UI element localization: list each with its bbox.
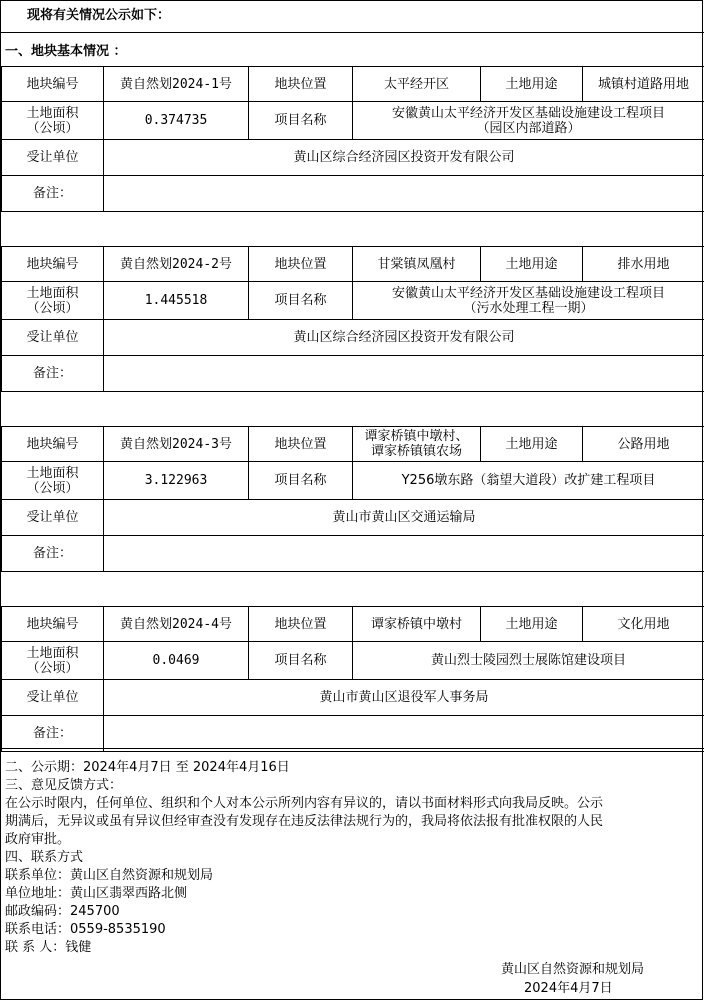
remarks-value <box>104 176 704 212</box>
feedback-line-1: 在公示时限内，任何单位、组织和个人对本公示所列内容有异议的，请以书面材料形式向我局反映。公示 <box>5 796 604 811</box>
contact-postcode: 邮政编码：245700 <box>5 904 120 919</box>
area-value: 3.122963 <box>104 462 249 500</box>
plot-table <box>1 606 704 752</box>
area-label-line-2: （公顷） <box>26 660 79 676</box>
transferee-value: 黄山市黄山区交通运输局 <box>104 500 704 536</box>
land-use-label: 土地用途 <box>481 67 583 102</box>
location-label: 地块位置 <box>249 247 353 282</box>
area-value: 0.374735 <box>104 102 249 140</box>
project-name-label: 项目名称 <box>249 462 353 500</box>
transferee-label: 受让单位 <box>2 140 104 176</box>
area-label <box>2 102 104 140</box>
divider <box>1 32 704 33</box>
area-value: 0.0469 <box>104 642 249 680</box>
transferee-label: 受让单位 <box>2 680 104 716</box>
land-use-value: 文化用地 <box>583 607 704 642</box>
project-name-label: 项目名称 <box>249 102 353 140</box>
project-name-label: 项目名称 <box>249 282 353 320</box>
transferee-label: 受让单位 <box>2 320 104 356</box>
area-label <box>2 282 104 320</box>
land-use-label: 土地用途 <box>481 427 583 462</box>
location-value <box>353 607 481 642</box>
location-label: 地块位置 <box>249 67 353 102</box>
project-name-value <box>353 282 704 320</box>
signature-org: 黄山区自然资源和规划局 <box>501 962 645 977</box>
location-label: 地块位置 <box>249 607 353 642</box>
project-name-line: 安徽黄山太平经济开发区基础设施建设工程项目 <box>391 285 665 301</box>
plot-no-value: 黄自然划2024-3号 <box>104 427 249 462</box>
plot-no-value: 黄自然划2024-1号 <box>104 67 249 102</box>
notice-period: 二、公示期：2024年4月7日 至 2024年4月16日 <box>5 760 290 775</box>
location-label: 地块位置 <box>249 427 353 462</box>
remarks-label: 备注： <box>2 176 104 212</box>
location-line: 甘棠镇凤凰村 <box>377 256 456 272</box>
feedback-line-2: 期满后，无异议或虽有异议但经审查没有发现存在违反法律法规行为的，我局将依法报有批准权限的人民 <box>5 814 604 829</box>
intro-text: 现将有关情况公示如下： <box>27 8 171 23</box>
plot-table <box>1 426 704 572</box>
plot-no-value: 黄自然划2024-2号 <box>104 247 249 282</box>
location-value <box>353 67 481 102</box>
remarks-value <box>104 536 704 572</box>
project-name-value <box>353 462 704 500</box>
feedback-line-3: 政府审批。 <box>5 832 71 847</box>
area-label-line-2: （公顷） <box>26 300 79 316</box>
location-line: 谭家桥镇镇农场 <box>370 444 462 459</box>
transferee-value: 黄山区综合经济园区投资开发有限公司 <box>104 320 704 356</box>
plot-no-label: 地块编号 <box>2 427 104 462</box>
project-name-line: （园区内部道路） <box>476 120 581 136</box>
transferee-label: 受让单位 <box>2 500 104 536</box>
project-name-value <box>353 102 704 140</box>
remarks-label: 备注： <box>2 716 104 752</box>
feedback-heading: 三、意见反馈方式： <box>5 778 123 793</box>
area-label-line-2: （公顷） <box>26 480 79 496</box>
plot-no-label: 地块编号 <box>2 67 104 102</box>
area-label-line-1: 土地面积 <box>26 105 79 121</box>
location-line: 谭家桥镇中墩村、 <box>364 429 469 444</box>
area-label-line-1: 土地面积 <box>26 465 79 481</box>
project-name-value <box>353 642 704 680</box>
remarks-value <box>104 356 704 392</box>
contact-heading: 四、联系方式 <box>5 850 84 865</box>
plot-table <box>1 66 704 212</box>
contact-person: 联 系 人：钱健 <box>5 940 92 955</box>
project-name-line: 黄山烈士陵园烈士展陈馆建设项目 <box>430 653 626 668</box>
remarks-label: 备注： <box>2 536 104 572</box>
location-value <box>353 247 481 282</box>
land-use-value: 排水用地 <box>583 247 704 282</box>
plot-no-value: 黄自然划2024-4号 <box>104 607 249 642</box>
area-label <box>2 642 104 680</box>
remarks-label: 备注： <box>2 356 104 392</box>
transferee-value: 黄山区综合经济园区投资开发有限公司 <box>104 140 704 176</box>
land-use-value: 公路用地 <box>583 427 704 462</box>
project-name-line: （污水处理工程一期） <box>463 300 594 316</box>
land-use-label: 土地用途 <box>481 607 583 642</box>
plot-no-label: 地块编号 <box>2 247 104 282</box>
contact-address: 单位地址：黄山区翡翠西路北侧 <box>5 886 188 901</box>
plot-table <box>1 246 704 392</box>
area-label-line-1: 土地面积 <box>26 645 79 661</box>
area-value: 1.445518 <box>104 282 249 320</box>
transferee-value: 黄山市黄山区退役军人事务局 <box>104 680 704 716</box>
project-name-line: 安徽黄山太平经济开发区基础设施建设工程项目 <box>391 105 665 121</box>
location-line: 太平经开区 <box>383 76 449 92</box>
contact-phone: 联系电话：0559-8535190 <box>5 922 166 937</box>
land-use-value: 城镇村道路用地 <box>583 67 704 102</box>
section-1-heading: 一、地块基本情况 ： <box>5 44 127 59</box>
area-label-line-2: （公顷） <box>26 120 79 136</box>
project-name-label: 项目名称 <box>249 642 353 680</box>
area-label-line-1: 土地面积 <box>26 285 79 301</box>
location-value <box>353 427 481 462</box>
plot-no-label: 地块编号 <box>2 607 104 642</box>
land-use-label: 土地用途 <box>481 247 583 282</box>
divider <box>1 748 704 749</box>
area-label <box>2 462 104 500</box>
project-name-line: Y256墩东路（翁望大道段）改扩建工程项目 <box>401 473 656 488</box>
location-line: 谭家桥镇中墩村 <box>370 616 462 632</box>
remarks-value <box>104 716 704 752</box>
signature-date: 2024年4月7日 <box>524 981 613 996</box>
contact-unit: 联系单位：黄山区自然资源和规划局 <box>5 868 214 883</box>
